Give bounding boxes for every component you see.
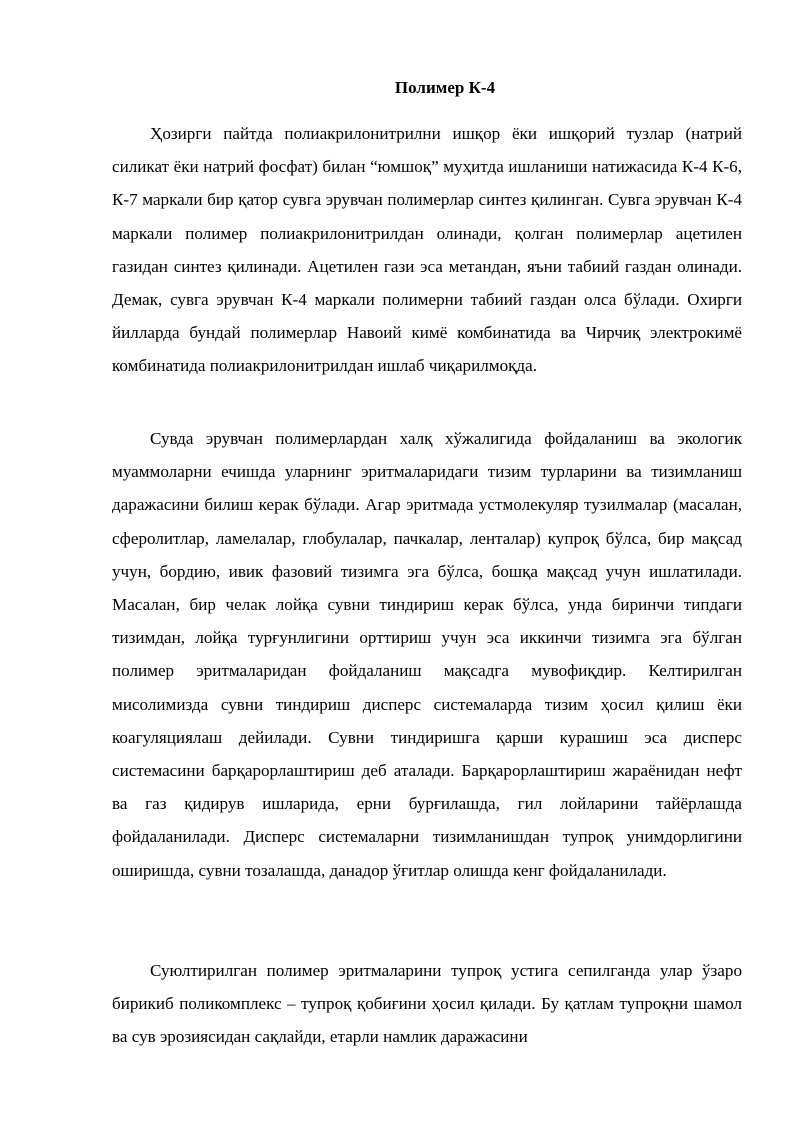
paragraph-3: Суюлтирилган полимер эритмаларини тупроқ устига сепилганда улар ўзаро бирикиб поликомплекс – тупроқ қобиғини ҳосил қилади. Бу қатлам тупроқни шамол ва сув эрозиясидан сақлайди, етарли намлик даражасини — [112, 961, 742, 1047]
paragraph-2: Сувда эрувчан полимерлардан халқ хўжалигида фойдаланиш ва экологик муаммоларни ечишда уларнинг эритмаларидаги тизим турларини ва тизимланиш даражасини билиш керак бўлади. Агар эритмада устмолекуляр тузилмалар (масалан, сферолитлар, ламелалар, глобулалар, пачкалар, ленталар) купроқ бўлса, бир мақсад учун, бордию, ивик фазовий тизимга эга бўлса, бошқа мақсад учун ишлатилади. Масалан, бир челак лойқа сувни тиндириш керак бўлса, унда биринчи типдаги тизимдан, лойқа турғунлигини орттириш учун эса иккинчи тизимга эга бўлган полимер эритмаларидан фойдаланиш мақсадга мувофиқдир. Келтирилган мисолимизда сувни тиндириш дисперс системаларда тизим ҳосил қилиш ёки коагуляциялаш дейилади. Сувни тиндиришга қарши курашиш эса дисперс системасини барқарорлаштириш деб аталади. Барқарорлаштириш жараёнидан нефт ва газ қидирув ишларида, ерни бурғилашда, гил лойларини тайёрлашда фойдаланилади. Дисперс системаларни тизимланишдан тупроқ унимдорлигини оширишда, сувни тозалашда, данадор ўғитлар олишда кенг фойдаланилади. — [112, 429, 742, 880]
document-title: Полимер К-4 — [394, 78, 496, 97]
paragraph-1: Ҳозирги пайтда полиакрилонитрилни ишқор ёки ишқорий тузлар (натрий силикат ёки натрий фосфат) билан “юмшоқ” муҳитда ишланиши натижасида К-4 К-6, К-7 маркали бир қатор сувга эрувчан полимерлар синтез қилинган. Сувга эрувчан К-4 маркали полимер полиакрилонитрилдан олинади, қолган полимерлар ацетилен газидан синтез қилинади. Ацетилен гази эса метандан, яъни табиий газдан олинади. Демак, сувга эрувчан К-4 маркали полимерни табиий газдан олса бўлади. Охирги йилларда бундай полимерлар Навоий кимё комбинатида ва Чирчиқ электрокимё комбинатида полиакрилонитрилдан ишлаб чиқарилмоқда. — [112, 124, 742, 376]
